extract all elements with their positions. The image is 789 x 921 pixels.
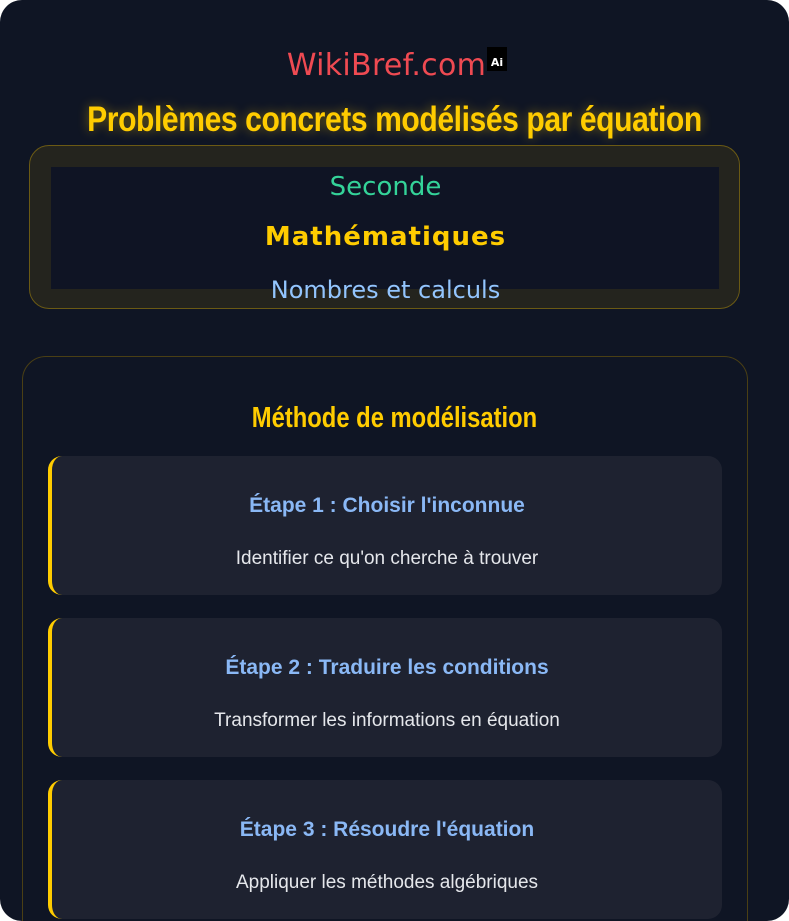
brand-header <box>0 48 789 83</box>
step-card-1 <box>48 456 722 595</box>
step-title: Étape 1 : Choisir l'inconnue <box>249 494 525 517</box>
step-card-2 <box>48 618 722 757</box>
course-meta-box <box>29 145 740 309</box>
subject-label: Mathématiques <box>264 222 507 252</box>
method-title: Méthode de modélisation <box>251 402 538 434</box>
step-card-3 <box>48 780 722 919</box>
step-description: Transformer les informations en équation <box>214 710 560 731</box>
brand-logo-text[interactable]: WikiBref.com <box>286 48 487 83</box>
step-description: Identifier ce qu'on cherche à trouver <box>235 548 539 569</box>
theme-label: Nombres et calculs <box>270 276 501 304</box>
step-title: Étape 2 : Traduire les conditions <box>225 656 549 679</box>
page-title: Problèmes concrets modélisés par équation <box>87 100 702 139</box>
level-label: Seconde <box>329 172 442 202</box>
ai-badge-icon: Ai <box>487 47 507 71</box>
step-title: Étape 3 : Résoudre l'équation <box>239 818 535 841</box>
step-description: Appliquer les méthodes algébriques <box>235 872 539 893</box>
